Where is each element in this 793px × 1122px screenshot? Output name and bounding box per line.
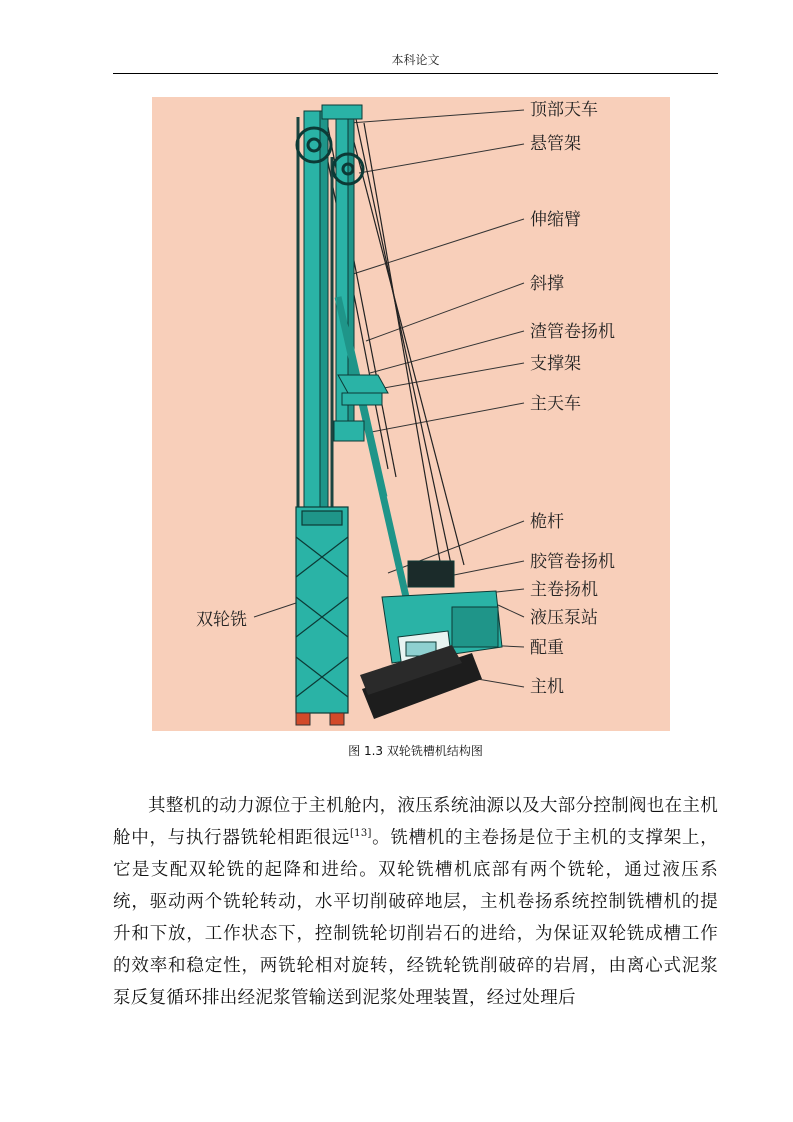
- body-text-part2: 。铣槽机的主卷扬是位于主机的支撑架上，它是支配双轮铣的起降和进给。双轮铣槽机底部有两个铣轮，通过液压系统，驱动两个铣轮转动，水平切削破碎地层，主机卷扬系统控制铣槽机的提升和下放，工作状态下，控制铣轮切削岩石的进给，为保证双轮铣成槽工作的效率和稳定性，两铣轮相对旋转，经铣轮铣削破碎的岩屑，由离心式泥浆泵反复循环排出经泥浆管输送到泥浆处理装置，经过处理后: [113, 828, 718, 1008]
- cutter-frame: [296, 507, 348, 713]
- callout-diagonal-brace: 斜撑: [530, 274, 564, 294]
- header-rule: [113, 73, 718, 74]
- machine-drawing: [152, 97, 670, 731]
- figure-caption: 图 1.3 双轮铣槽机结构图: [348, 744, 483, 758]
- main-carriage: [334, 421, 364, 441]
- callout-telescopic-arm: 伸缩臂: [530, 210, 581, 230]
- body-paragraph: [113, 790, 718, 1014]
- body-text-part1: 其整机的动力源位于主机舱内，液压系统油源以及大部分控制阀也在主机舱中，与执行器铣轮相距很远: [113, 796, 718, 848]
- callout-hose-frame: 悬管架: [530, 134, 581, 154]
- callout-slag-winch: 渣管卷扬机: [530, 322, 615, 342]
- page-header: 本科论文: [391, 53, 440, 67]
- callout-counterweight: 配重: [530, 638, 564, 658]
- callout-hydraulic-pump: 液压泵站: [530, 608, 598, 628]
- callout-main-crane: 主天车: [530, 394, 581, 414]
- tracks: [360, 645, 482, 719]
- callout-support-frame: 支撑架: [530, 354, 581, 374]
- machine-figure: [152, 97, 670, 731]
- callout-mast: 桅杆: [530, 512, 564, 532]
- callout-hose-winch: 胶管卷扬机: [530, 552, 615, 572]
- callout-top-crane: 顶部天车: [530, 100, 598, 120]
- callout-double-cutter: 双轮铣: [196, 610, 247, 630]
- citation: [13]: [349, 828, 372, 840]
- callout-base-machine: 主机: [530, 677, 564, 697]
- cutter-wheels: [296, 713, 344, 725]
- callout-main-winch: 主卷扬机: [530, 580, 598, 600]
